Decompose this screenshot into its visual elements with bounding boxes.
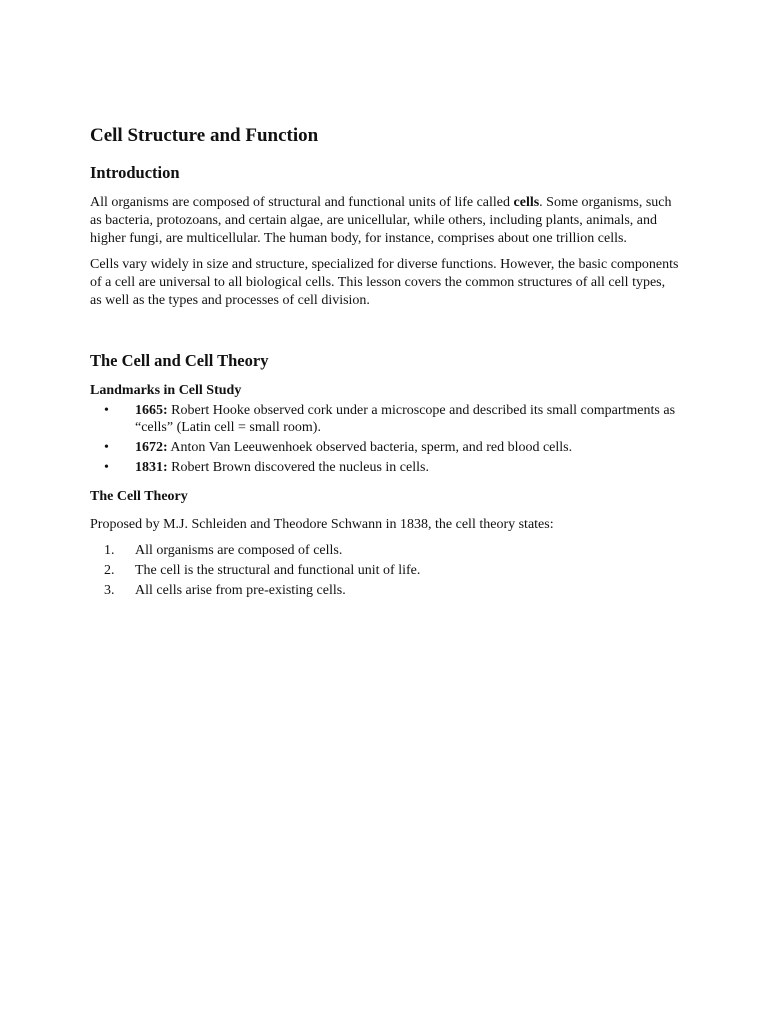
- intro-paragraph-2: Cells vary widely in size and structure, specialized for diverse functions. However, the basic components of a cell are universal to all biological cells. This lesson covers the common structures of all cell types, as well as the types and processes of cell division.: [90, 257, 679, 308]
- landmark-text: Robert Hooke observed cork under a microscope and described its small compartments as “cells” (Latin cell = small room).: [135, 403, 676, 435]
- document-page: [90, 124, 680, 602]
- landmark-year: 1831:: [135, 460, 168, 475]
- landmark-year: 1665:: [135, 403, 168, 418]
- landmarks-list: [90, 402, 680, 476]
- intro-paragraph-1: [90, 194, 680, 248]
- tenet-item: [90, 582, 680, 599]
- tenet-text: All organisms are composed of cells.: [135, 543, 343, 558]
- landmark-item: [90, 402, 680, 436]
- landmarks-heading: Landmarks in Cell Study: [90, 383, 242, 398]
- tenet-number: 2.: [104, 563, 115, 578]
- cell-theory-heading: The Cell Theory: [90, 489, 188, 504]
- cell-theory-intro: Proposed by M.J. Schleiden and Theodore Schwann in 1838, the cell theory states:: [90, 517, 554, 532]
- tenet-text: All cells arise from pre-existing cells.: [135, 583, 346, 598]
- cell-theory-section-heading: The Cell and Cell Theory: [90, 351, 269, 370]
- bullet-icon: •: [104, 460, 109, 475]
- intro-p1-text-after: . Some organisms, such as bacteria, protozoans, and certain algae, are unicellular, while others, including plants, animals, and higher fungi, are multicellular. The human body, for instance, comprises about one trillion cells.: [90, 195, 672, 246]
- landmark-text: Robert Brown discovered the nucleus in cells.: [167, 460, 429, 475]
- tenet-number: 3.: [104, 583, 115, 598]
- introduction-heading: Introduction: [90, 163, 180, 182]
- intro-p1-bold-term: cells: [513, 195, 540, 210]
- tenet-number: 1.: [104, 543, 115, 558]
- landmark-item: [90, 459, 680, 476]
- page-title: Cell Structure and Function: [90, 125, 319, 146]
- intro-p1-text-before: All organisms are composed of structural and functional units of life called: [90, 195, 514, 210]
- bullet-icon: •: [104, 440, 109, 455]
- tenet-item: [90, 542, 680, 559]
- cell-theory-list: [90, 542, 680, 599]
- landmark-item: [90, 439, 680, 456]
- tenet-text: The cell is the structural and functional unit of life.: [135, 563, 421, 578]
- tenet-item: [90, 562, 680, 579]
- landmark-text: Anton Van Leeuwenhoek observed bacteria, sperm, and red blood cells.: [167, 440, 573, 455]
- landmark-year: 1672:: [135, 440, 168, 455]
- bullet-icon: •: [104, 403, 109, 418]
